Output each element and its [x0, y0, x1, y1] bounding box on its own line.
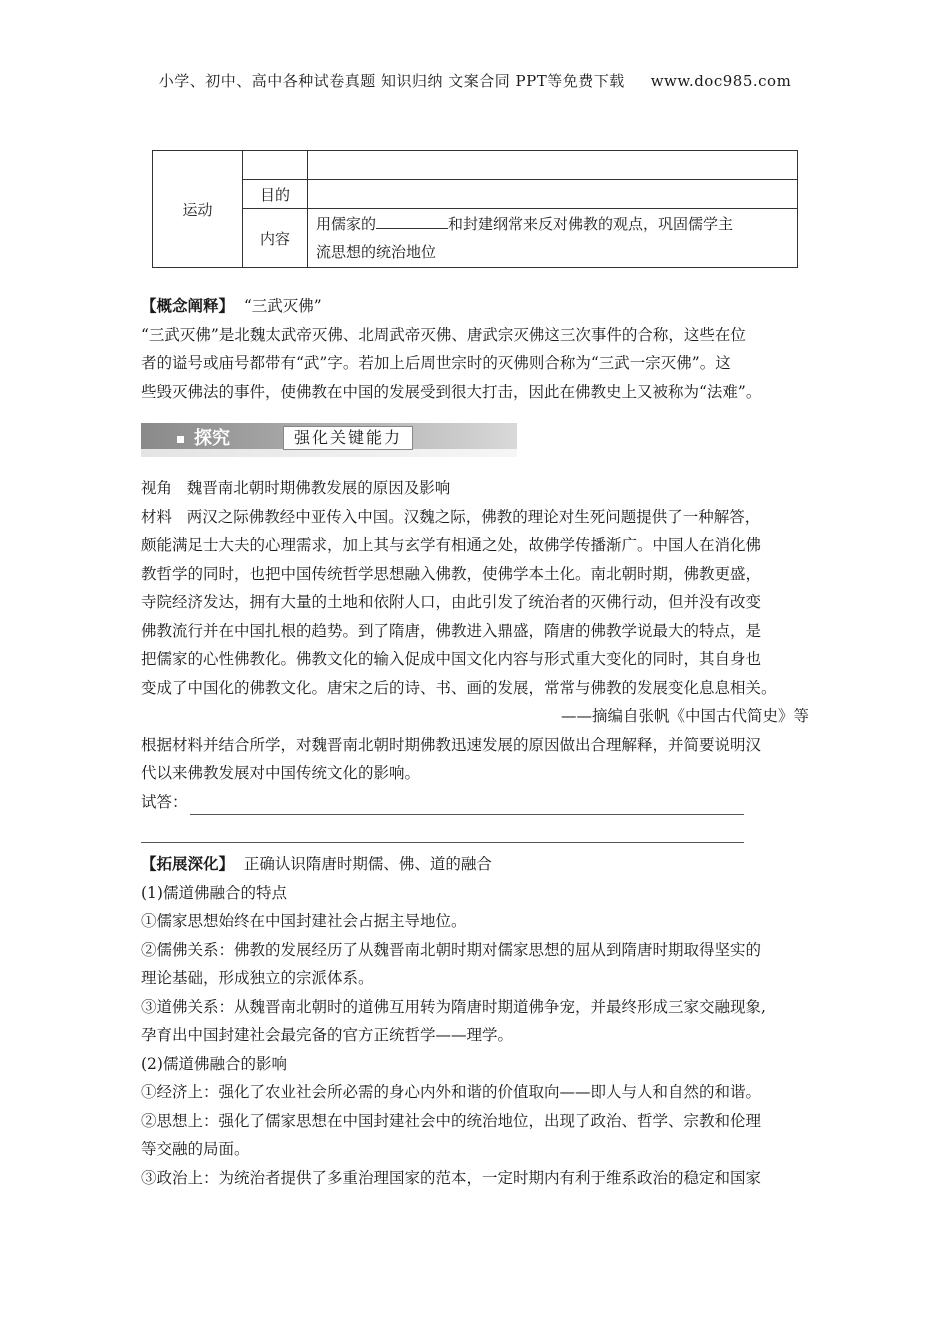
table-cell-label: 内容	[243, 209, 308, 268]
table-cell-label: 目的	[243, 180, 308, 209]
extension-item: (1)儒道佛融合的特点	[141, 883, 287, 902]
material-source: ——摘编自张帆《中国古代简史》等	[560, 707, 809, 725]
question-line: 代以来佛教发展对中国传统文化的影响。	[141, 764, 421, 782]
answer-label: 试答：	[141, 792, 188, 811]
material-label: 材料	[141, 507, 173, 526]
extension-item: (2)儒道佛融合的影响	[141, 1054, 287, 1073]
concept-line: 些毁灭佛法的事件，使佛教在中国的发展受到很大打击，因此在佛教史上又被称为“法难”。	[141, 382, 762, 401]
explore-banner	[141, 423, 517, 457]
answer-line[interactable]	[141, 842, 744, 843]
table-cell-content	[308, 180, 798, 209]
extension-heading: 【拓展深化】	[141, 854, 235, 873]
concept-line: 者的谥号或庙号都带有“武”字。若加上后周世宗时的灭佛则合称为“三武一宗灭佛”。这	[141, 354, 731, 372]
question-line: 根据材料并结合所学，对魏晋南北朝时期佛教迅速发展的原因做出合理解释，并简要说明汉	[141, 735, 762, 754]
header-site[interactable]: www.doc985.com	[650, 72, 792, 90]
banner-tag: 探究	[177, 424, 230, 450]
table-cell-label	[243, 151, 308, 180]
extension-item: 孕育出中国封建社会最完备的官方正统哲学——理学。	[141, 1026, 514, 1044]
concept-heading: 【概念阐释】	[141, 296, 235, 315]
perspective-text: 魏晋南北朝时期佛教发展的原因及影响	[186, 479, 451, 497]
header-text: 小学、初中、高中各种试卷真题 知识归纳 文案合同 PPT等免费下载	[158, 72, 625, 90]
extension-item: ③道佛关系：从魏晋南北朝时的道佛互用转为隋唐时期道佛争宠，并最终形成三家交融现象,	[141, 997, 766, 1016]
material-line: 佛教流行并在中国扎根的趋势。到了隋唐，佛教进入鼎盛，隋唐的佛教学说最大的特点，是	[141, 621, 762, 640]
extension-item: ③政治上：为统治者提供了多重治理国家的范本，一定时期内有利于维系政治的稳定和国家	[141, 1168, 762, 1187]
table-row-label: 运动	[153, 151, 243, 268]
explore-section	[141, 474, 821, 816]
fill-blank[interactable]	[376, 213, 448, 229]
banner-subtitle: 强化关键能力	[283, 426, 413, 450]
material-line: 变成了中国化的佛教文化。唐宋之后的诗、书、画的发展，常常与佛教的发展变化息息相关。	[141, 678, 777, 697]
content-text-post: 和封建纲常来反对佛教的观点，巩固儒学主	[448, 215, 734, 233]
concept-line: “三武灭佛”是北魏太武帝灭佛、北周武帝灭佛、唐武宗灭佛这三次事件的合称，这些在位	[141, 325, 746, 344]
material-line: 教哲学的同时，也把中国传统哲学思想融入佛教，使佛学本土化。南北朝时期，佛教更盛，	[141, 564, 762, 583]
page-header	[0, 70, 950, 91]
movement-table	[152, 150, 798, 268]
extension-title: 正确认识隋唐时期儒、佛、道的融合	[243, 855, 492, 873]
extension-item: ②儒佛关系：佛教的发展经历了从魏晋南北朝时期对儒家思想的屈从到隋唐时期取得坚实的	[141, 940, 762, 959]
material-line: 寺院经济发达，拥有大量的土地和依附人口，由此引发了统治者的灭佛行动，但并没有改变	[141, 593, 762, 611]
content-text-line2: 流思想的统治地位	[316, 243, 437, 261]
extension-item: ①经济上：强化了农业社会所必需的身心内外和谐的价值取向——即人与人和自然的和谐。	[141, 1083, 762, 1101]
table-cell-content	[308, 209, 798, 268]
extension-item: ②思想上：强化了儒家思想在中国封建社会中的统治地位，出现了政治、哲学、宗教和伦理	[141, 1111, 762, 1130]
table-cell-content	[308, 151, 798, 180]
material-line: 把儒家的心性佛教化。佛教文化的输入促成中国文化内容与形式重大变化的同时，其自身也	[141, 650, 762, 668]
extension-item: 理论基础，形成独立的宗派体系。	[141, 969, 374, 987]
content-text-pre: 用儒家的	[316, 215, 377, 233]
material-line: 两汉之际佛教经中亚传入中国。汉魏之际，佛教的理论对生死问题提供了一种解答，	[186, 507, 761, 526]
extension-item: ①儒家思想始终在中国封建社会占据主导地位。	[141, 912, 467, 930]
extension-item: 等交融的局面。	[141, 1140, 250, 1158]
extension-section	[141, 850, 821, 1192]
material-line: 颇能满足士大夫的心理需求，加上其与玄学有相通之处，故佛学传播渐广。中国人在消化佛	[141, 536, 762, 554]
answer-line[interactable]	[190, 814, 744, 815]
concept-section	[141, 292, 821, 406]
perspective-label: 视角	[141, 479, 173, 497]
concept-title: “三武灭佛”	[243, 297, 322, 315]
